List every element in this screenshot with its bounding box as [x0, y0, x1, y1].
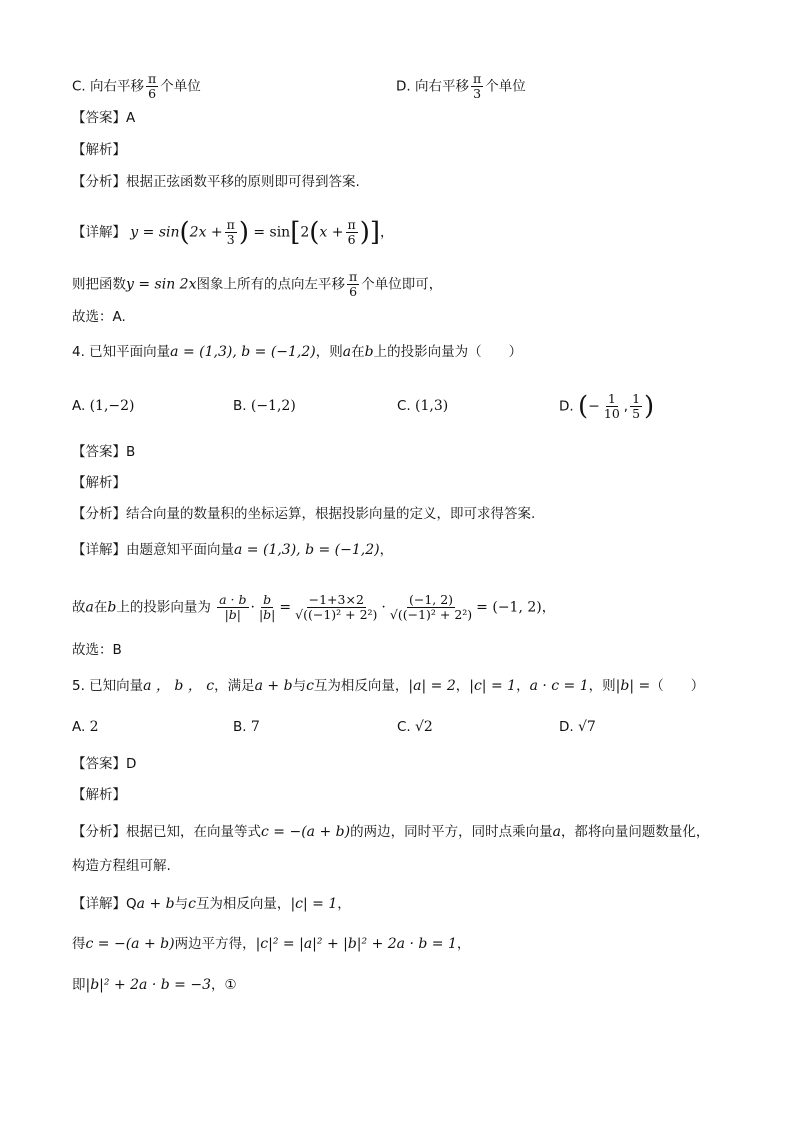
q5-option-b: B. 7: [233, 719, 260, 735]
q5-jiexi: 【解析】: [72, 787, 126, 803]
q4-projection: 故a在b上的投影向量为 $\frac{a \cdot b}{|b|}$ · $\frac{b}{|b|}$ = $\frac{-1+3\times 2}{\text{√((−1)² + 2²)}}$ · $\frac{(-1, 2)}{\text{√((−1)² + 2²)}}$ = (−1, 2)，: [72, 592, 556, 622]
q3-step: 则把函数y = sin 2x图象上所有的点向左平移 $\frac{\pi}{6}$ 个单位即可，: [72, 269, 443, 299]
q5-step2: 得c = −(a + b)两边平方得，|c|² = |a|² + |b|² + 2a · b = 1，: [72, 936, 471, 952]
q5-xiangjie: 【详解】Qa + b与c互为相反向量，|c| = 1，: [72, 896, 351, 912]
q5-stem: 5. 已知向量a ， b ， c，满足a + b与c互为相反向量，|a| = 2，|c| = 1，a · c = 1，则|b| =（ ）: [72, 678, 705, 694]
q4-jiexi: 【解析】: [72, 475, 126, 491]
fraction-pi-6: $\frac{\pi}{6}$: [148, 71, 157, 101]
option-d: D. 向右平移 $\frac{\pi}{3}$ 个单位: [396, 71, 526, 101]
q5-step3: 即|b|² + 2a · b = −3，①: [72, 977, 237, 993]
q4-xiangjie: 【详解】由题意知平面向量a = (1,3), b = (−1,2)，: [72, 542, 394, 558]
fraction-pi-3: $\frac{\pi}{3}$: [472, 71, 482, 101]
q3-choice: 故选：A.: [72, 309, 126, 325]
q5-fenxi: 【分析】根据已知，在向量等式c = −(a + b)的两边，同时平方，同时点乘向量a，都将向量问题数量化，: [72, 824, 710, 840]
q4-option-a: A. (1,−2): [72, 398, 135, 414]
q5-option-c: C. √2: [397, 719, 433, 735]
q3-xiangjie: 【详解】 y = sin(2x + $\frac{\pi}{3}$ ) = sin[2(x + $\frac{\pi}{6}$ )]，: [72, 217, 394, 248]
q4-option-b: B. (−1,2): [233, 398, 296, 414]
q5-option-d: D. √7: [559, 719, 596, 735]
q3-jiexi: 【解析】: [72, 142, 126, 158]
q5-options: [72, 717, 722, 737]
q4-option-c: C. (1,3): [397, 398, 449, 414]
q4-choice: 故选：B: [72, 642, 122, 658]
option-c: C. 向右平移 $\frac{\pi}{6}$ 个单位: [72, 71, 201, 101]
q5-fenxi-line2: 构造方程组可解.: [72, 858, 171, 874]
q4-options: [72, 391, 722, 422]
q4-stem: 4. 已知平面向量a = (1,3), b = (−1,2)，则a在b上的投影向量为（ ）: [72, 344, 523, 360]
q3-fenxi: 【分析】根据正弦函数平移的原则即可得到答案.: [72, 174, 360, 190]
q4-option-d: D. (− $\frac{1}{10}$ , $\frac{1}{5}$ ): [559, 391, 655, 422]
q5-option-a: A. 2: [72, 719, 99, 735]
q4-answer: 【答案】B: [72, 444, 136, 460]
q3-answer: 【答案】A: [72, 110, 136, 126]
q4-fenxi: 【分析】结合向量的数量积的坐标运算，根据投影向量的定义，即可求得答案.: [72, 506, 536, 522]
q5-answer: 【答案】D: [72, 756, 137, 772]
